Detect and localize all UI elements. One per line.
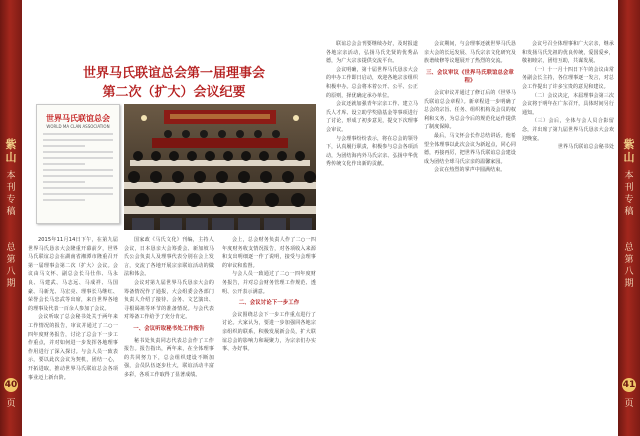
paragraph: 最后，马文怀会长作总结讲话。他希望全体理事以此次会议为新起点，同心同德，再接再厉，把世界马氏联谊总会建设成为团结全球马氏宗亲的温馨家园。 [424, 132, 516, 165]
paragraph: 会议期间，与会理事还就世界马氏恳亲大会的长远发展、马氏宗亲文化研究及族谱续修等议题展开了热烈的交流。 [424, 41, 516, 65]
section-heading: 二、会议讨论下一步工作 [238, 300, 300, 307]
article-title [28, 64, 320, 102]
logo-name-cn: 世界马氏联谊总会 [46, 114, 110, 123]
spine-issue: 总第八期 [6, 243, 16, 289]
page-label: 页 [6, 399, 16, 409]
text-column-2 [124, 236, 214, 426]
page-number-badge: 40 [4, 380, 18, 390]
paragraph: 会议明确，第十届世界马氏恳亲大会的申办工作即日启动，欢迎各地宗亲组织积极申办。总会将本着公开、公平、公正的原则，择优确定承办单位。 [326, 66, 418, 99]
text-column-1 [28, 236, 118, 426]
paragraph: （一）十一月十四日下午的会议由常务副会长主持，各位理事逐一发言，对总会工作提出了许多宝贵的意见和建议。 [522, 66, 614, 90]
paragraph: 会议听取了总会秘书处关于两年来工作情况的报告，审议并通过了二○一四年度财务报告，讨论了总会下一步工作重点，并对如何进一步发挥各地理事作用进行了深入探讨。与会人员一致表示，要以此次会议为契机，团结一心，开拓进取，推动世界马氏联谊总会各项事业迈上新台阶。 [28, 314, 118, 381]
page-label: 页 [624, 399, 634, 409]
spine-brand: 紫山 [623, 138, 635, 164]
paragraph: 会议还就加强青年宗亲工作、建立马氏人才库、设立助学奖励基金等事项进行了讨论，形成了初步意见，提交下次理事会审议。 [326, 101, 418, 133]
section-heading: 三、会议审议《世界马氏联谊总会章程》 [426, 69, 514, 85]
logo-text-lines [43, 133, 113, 205]
meeting-photo-image [124, 104, 316, 230]
paragraph: 会议围绕总会下一步工作重点进行了讨论。大家认为，要进一步加强同各地宗亲组织的联系，积极发展新会员，扩大联谊总会的影响力和凝聚力，为宗亲们办实事、办好事。 [222, 311, 316, 353]
meeting-photo [124, 104, 316, 230]
paragraph: 与会人员一致通过了二○一四年度财务报告，并对总会财务管理工作规范、透明、公开表示满意。 [222, 271, 316, 295]
left-spine-band [0, 0, 22, 436]
paragraph: 秘书处负责同志代表总会作了工作报告。报告指出，两年来，在全体理事的共同努力下，总会组织建设不断加强，会员队伍逐步壮大，联谊活动丰富多彩，各项工作取得了显著成绩。 [124, 337, 214, 378]
logo-name-en: WORLD MA CLAN ASSOCIATION [46, 124, 110, 129]
text-column-3 [222, 236, 316, 426]
association-logo-card [36, 104, 120, 224]
signature: 世界马氏联谊总会秘书处 [557, 144, 614, 151]
spine-issue: 总第八期 [624, 243, 634, 289]
section-heading: 一、会议听取秘书处工作报告 [133, 325, 205, 332]
paragraph: （三）会后，全体与会人员合影留念，并出席了第九届世界马氏恳亲大会欢迎晚宴。 [522, 118, 614, 142]
paragraph: （二）会议决定，本届理事会第三次会议将于明年在广东召开，具体时间另行通知。 [522, 92, 614, 116]
paragraph: 会议审议并通过了修订后的《世界马氏联谊总会章程》。新章程进一步明确了总会的宗旨、任务、组织机构及会员的权利和义务，为总会今后的规范化运作提供了制度保障。 [424, 89, 516, 131]
paragraph: 联谊总会会刊要继续办好，及时报道各地宗亲活动，弘扬马氏先贤的优秀品德，为广大宗亲提供交流平台。 [326, 41, 418, 65]
text-column-4 [326, 40, 418, 426]
paragraph: 与会理事纷纷表示，将在总会的领导下，认真履行职责，积极参与总会各项活动，为团结海内外马氏宗亲、弘扬中华优秀传统文化作出新的贡献。 [326, 135, 418, 168]
spine-brand: 紫山 [5, 138, 17, 164]
article-title-line-1: 世界马氏联谊总会第一届理事会 [82, 66, 265, 81]
text-column-6 [522, 40, 614, 426]
page-number-badge: 41 [622, 380, 636, 390]
text-column-5 [424, 40, 516, 426]
article-title-line-2: 第二次（扩大）会议纪要 [102, 85, 246, 100]
paragraph: 会议在热烈的掌声中圆满结束。 [434, 167, 506, 174]
paragraph: 会上，总会财务负责人作了二○一四年度财务收支情况报告，对各项收入来源和支出明细逐一作了说明，接受与会理事的审议和监督。 [222, 237, 316, 269]
right-spine-band [618, 0, 640, 436]
paragraph: 国家政《马氏文化》刊编，主持人会议，日本恳亲大会筹委会、新加坡马氏公会负责人及理事代表分别在会上发言，交流了各地开展宗亲联谊活动的做法和体会。 [124, 237, 214, 278]
spine-column-name: 本刊专稿 [6, 171, 16, 217]
spine-column-name: 本刊专稿 [624, 171, 634, 217]
paragraph: 2015年11月14日下午，在第九届世界马氏恳亲大会隆重开幕前夕，世界马氏联谊总会在湖南省湘潭市隆重召开第一届理事会第二次（扩大）会议。会议由马文怀、副总会长马仕伟、马永良、马建武、马志远、马成祥、马国豪、马新光、马宏亮、理事长马继红、荣誉会长马忠武等出席，来自世界各地的理事及代表一百余人参加了会议。 [28, 237, 118, 312]
paragraph: 会议对第九届世界马氏恳亲大会的筹备情况作了通报，大会组委会各部门负责人介绍了接待、会务、文艺演出、寻根谒祖等环节的准备情况。与会代表对筹备工作给予了充分肯定。 [124, 279, 214, 321]
paragraph: 会议号召全体理事和广大宗亲，继承和发扬马氏先祖的优良传统，爱国爱乡，敬祖睦宗，团结互助，共谋发展。 [522, 41, 614, 65]
